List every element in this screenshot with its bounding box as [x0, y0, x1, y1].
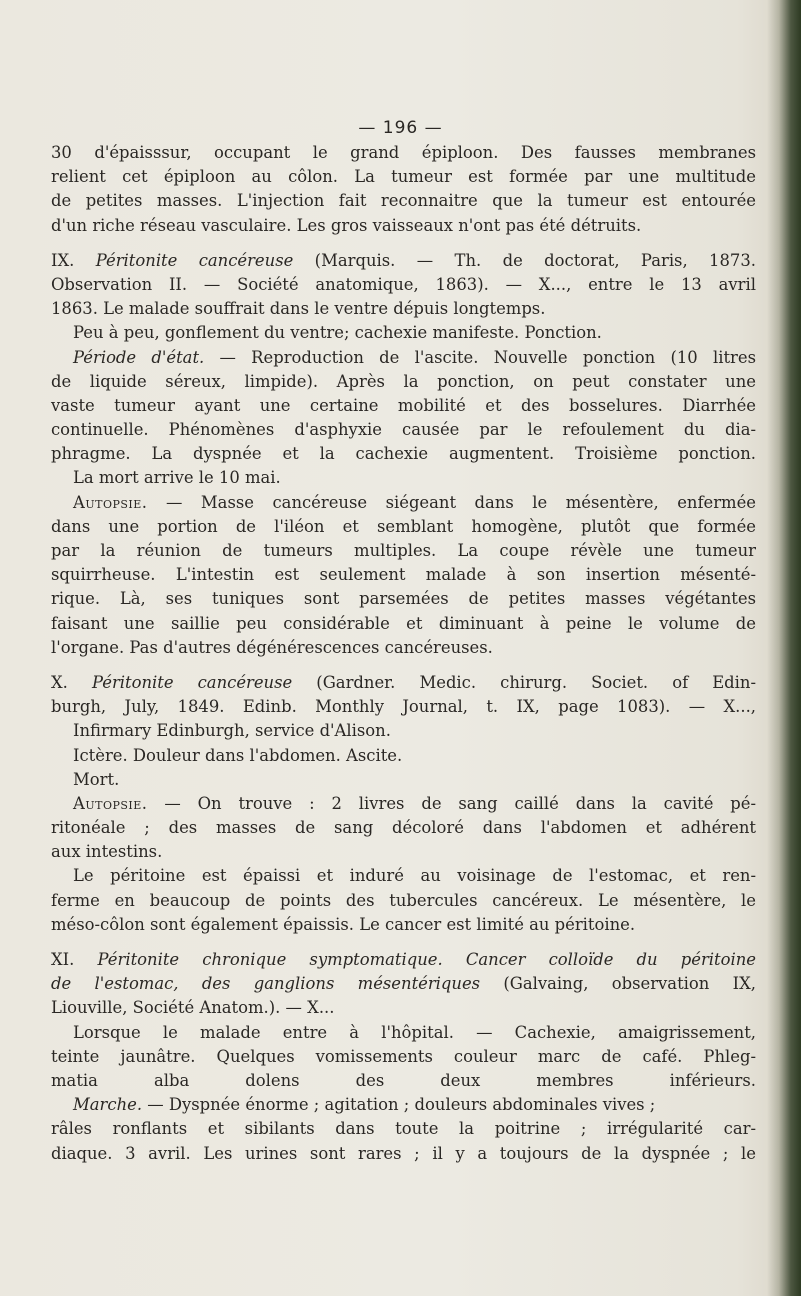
- italic-text: Péritonite cancéreuse: [95, 250, 294, 270]
- text-line: squirrheuse. L'intestin est seulement malade à son insertion mésenté-: [51, 565, 756, 585]
- text-line: de liquide séreux, limpide). Après la ponction, on peut constater une: [51, 371, 756, 391]
- text-line: Observation II. — Société anatomique, 1863). — X..., entre le 13 avril: [51, 274, 756, 294]
- text-line: continuelle. Phénomènes d'asphyxie causée par le refoulement du dia-: [51, 420, 756, 440]
- text-line: Mort.: [73, 769, 120, 789]
- text-line: Marche. — Dyspnée énorme ; agitation ; douleurs abdominales vives ;: [73, 1095, 656, 1115]
- italic-text: Marche.: [73, 1095, 143, 1115]
- text-line: 1863. Le malade souffrait dans le ventre dépuis longtemps.: [51, 299, 546, 319]
- paragraph-gap: [51, 660, 756, 671]
- page-number: — 196 —: [358, 118, 443, 138]
- text-line: ferme en beaucoup de points des tubercules cancéreux. Le mésentère, le: [51, 890, 756, 910]
- italic-text: de l'estomac, des ganglions mésentériques: [51, 974, 481, 994]
- text-line: Ictère. Douleur dans l'abdomen. Ascite.: [73, 745, 403, 765]
- italic-text: Péritonite cancéreuse: [91, 672, 293, 692]
- text-line: Le péritoine est épaissi et induré au voisinage de l'estomac, et ren-: [73, 866, 756, 886]
- text-line: râles ronflants et sibilants dans toute la poitrine ; irrégularité car-: [51, 1119, 756, 1139]
- text-line: XI. Péritonite chronique symptomatique. Cancer colloïde du péritoine: [51, 950, 756, 969]
- text-line: burgh, July, 1849. Edinb. Monthly Journal, t. IX, page 1083). — X...,: [51, 697, 756, 717]
- text-line: X. Péritonite cancéreuse (Gardner. Medic. chirurg. Societ. of Edin-: [51, 672, 756, 692]
- text-line: Infirmary Edinburgh, service d'Alison.: [73, 721, 391, 741]
- text-line: relient cet épiploon au côlon. La tumeur est formée par une multitude: [51, 167, 756, 187]
- text-line: Lorsque le malade entre à l'hôpital. — Cachexie, amaigrissement,: [73, 1022, 756, 1042]
- italic-text: Péritonite chronique symptomatique. Cancer colloïde du péritoine: [97, 950, 756, 969]
- text-line: Liouville, Société Anatom.). — X...: [51, 998, 335, 1018]
- italic-text: Période d'état.: [73, 347, 205, 367]
- text-line: par la réunion de tumeurs multiples. La coupe révèle une tumeur: [51, 541, 756, 560]
- text-line: d'un riche réseau vasculaire. Les gros vaisseaux n'ont pas été détruits.: [51, 215, 642, 235]
- text-line: matia alba dolens des deux membres inférieurs.: [51, 1070, 756, 1090]
- text-line: ritonéale ; des masses de sang décoloré dans l'abdomen et adhérent: [51, 818, 756, 838]
- small-caps-heading: Autopsie.: [73, 793, 148, 813]
- text-line: IX. Péritonite cancéreuse (Marquis. — Th. de doctorat, Paris, 1873.: [51, 250, 756, 270]
- text-line: Peu à peu, gonflement du ventre; cachexie manifeste. Ponction.: [73, 323, 602, 343]
- paragraph-gap: [51, 937, 756, 948]
- text-line: Période d'état. — Reproduction de l'ascite. Nouvelle ponction (10 litres: [73, 347, 756, 367]
- text-line: vaste tumeur ayant une certaine mobilité et des bosselures. Diarrhée: [51, 395, 756, 415]
- text-line: aux intestins.: [51, 842, 163, 862]
- paragraph-gap: [51, 238, 756, 249]
- text-line: de l'estomac, des ganglions mésentériques (Galvaing, observation IX,: [51, 974, 756, 994]
- text-line: l'organe. Pas d'autres dégénérescences cancéreuses.: [51, 637, 493, 657]
- page-edge-shadow: [767, 0, 801, 1296]
- text-line: méso-côlon sont également épaissis. Le cancer est limité au péritoine.: [51, 914, 636, 934]
- text-line: Autopsie. — On trouve : 2 livres de sang caillé dans la cavité pé-: [73, 793, 756, 813]
- text-line: La mort arrive le 10 mai.: [73, 468, 281, 488]
- text-line: 30 d'épaisssur, occupant le grand épiploon. Des fausses membranes: [51, 143, 756, 162]
- small-caps-heading: Autopsie.: [73, 492, 148, 512]
- text-line: phragme. La dyspnée et la cachexie augmentent. Troisième ponction.: [51, 444, 756, 464]
- text-line: de petites masses. L'injection fait reconnaitre que la tumeur est entourée: [51, 191, 756, 211]
- text-line: dans une portion de l'iléon et semblant homogène, plutôt que formée: [51, 516, 756, 536]
- text-line: Autopsie. — Masse cancéreuse siégeant dans le mésentère, enfermée: [73, 492, 756, 512]
- text-line: faisant une saillie peu considérable et diminuant à peine le volume de: [51, 613, 756, 633]
- body-text: [51, 141, 756, 1166]
- text-line: teinte jaunâtre. Quelques vomissements couleur marc de café. Phleg-: [51, 1046, 756, 1066]
- text-line: diaque. 3 avril. Les urines sont rares ; il y a toujours de la dyspnée ; le: [51, 1143, 756, 1163]
- text-line: rique. Là, ses tuniques sont parsemées de petites masses végétantes: [51, 589, 756, 609]
